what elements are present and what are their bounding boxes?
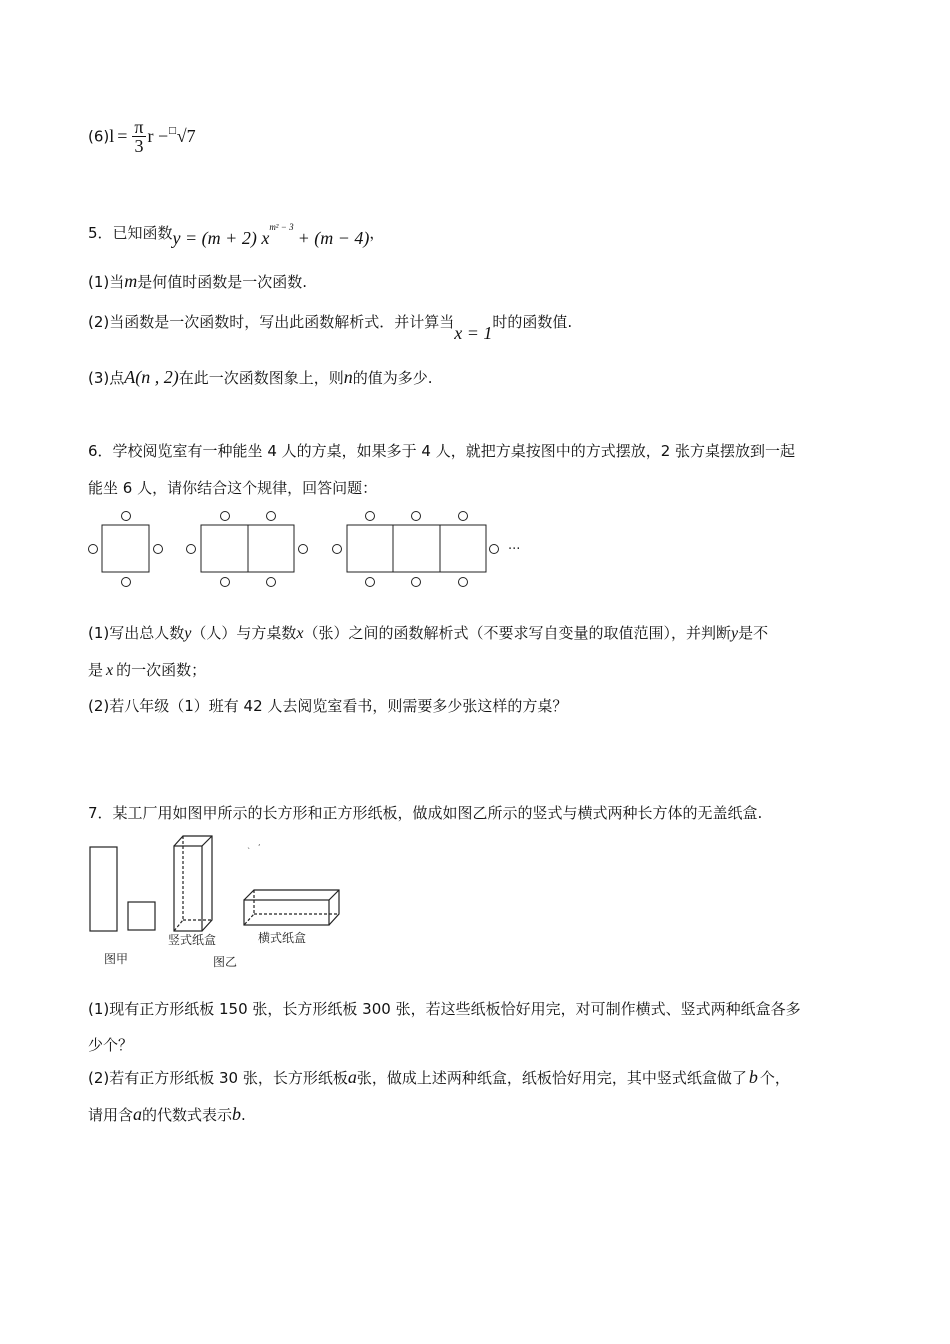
q5-formula-b: + (m − 4) <box>297 228 370 248</box>
q5-stem <box>88 222 385 248</box>
q6-p1-f: 的一次函数； <box>116 661 207 679</box>
q6-p1-y2: y <box>731 625 739 642</box>
seat <box>490 545 499 554</box>
q5-p1-b: 是何值时函数是一次函数. <box>137 273 308 291</box>
seat <box>412 512 421 521</box>
q7-part1-line1: (1)现有正方形纸板 150 张，长方形纸板 300 张，若这些纸板恰好用完，对可制作横式、竖式两种纸盒各多 <box>88 1000 801 1018</box>
q6-p1-e: 是 <box>88 661 104 679</box>
q5-stem-text: 5．已知函数 <box>88 224 173 242</box>
q7-p2-a: (2)若有正方形纸板 30 张，长方形纸板 <box>88 1069 348 1087</box>
table-3-b <box>393 525 440 572</box>
q6-p1-a: (1)写出总人数 <box>88 624 185 642</box>
seat <box>221 578 230 587</box>
q6-ellipsis: ··· <box>508 542 521 557</box>
q5-p3-c: 的值为多少. <box>352 369 433 387</box>
q7-p2-d: 请用含 <box>88 1106 134 1124</box>
q5-p1-a: (1)当 <box>88 273 125 291</box>
q7-p2-var-b2: b <box>232 1104 242 1124</box>
square-board <box>128 902 155 930</box>
seat <box>267 512 276 521</box>
item6-prefix: (6) <box>88 127 110 146</box>
label-vertical-box: 竖式纸盒 <box>168 933 217 947</box>
q5-p2-a: (2)当函数是一次函数时，写出此函数解析式．并计算当 <box>88 313 455 331</box>
q7-p2-var-b: b <box>748 1067 758 1087</box>
table-3-c <box>440 525 486 572</box>
q6-part2: (2)若八年级（1）班有 42 人去阅览室看书，则需要多少张这样的方桌？ <box>88 697 568 715</box>
seat <box>459 512 468 521</box>
q5-p3-a: (3)点 <box>88 369 125 387</box>
seat <box>89 545 98 554</box>
q5-p3-b: 在此一次函数图象上，则 <box>178 369 344 387</box>
q5-part2 <box>88 311 573 343</box>
seat <box>366 578 375 587</box>
q4-item6 <box>88 118 196 155</box>
q7-stem: 7．某工厂用如图甲所示的长方形和正方形纸板，做成如图乙所示的竖式与横式两种长方体的无盖纸盒. <box>88 804 763 822</box>
q5-p1-var: m <box>124 271 138 291</box>
q5-part3 <box>88 367 433 388</box>
fig-mark: ` <box>247 847 251 856</box>
label-fig-jia: 图甲 <box>104 952 129 966</box>
q6-p1-d: 是不 <box>738 624 769 642</box>
q7-p2-var-a: a <box>347 1067 357 1087</box>
table-3-a <box>347 525 393 572</box>
q7-p2-e: 的代数式表示 <box>142 1106 233 1124</box>
item6-fraction <box>132 118 145 155</box>
q6-p1-b: （人）与方桌数 <box>191 624 297 642</box>
q7-boxes-figure <box>82 832 352 972</box>
seat <box>267 578 276 587</box>
q6-part1-line2 <box>88 659 206 680</box>
vertical-box <box>174 836 212 931</box>
seat <box>154 545 163 554</box>
seat <box>122 512 131 521</box>
fig-mark: , <box>258 838 261 847</box>
q6-p1-x2: x <box>106 662 114 679</box>
q5-formula-a: y = (m + 2) x <box>172 228 270 248</box>
q7-part2-line2 <box>88 1104 246 1125</box>
seat <box>221 512 230 521</box>
table-2-b <box>248 525 294 572</box>
q6-p1-x: x <box>296 625 304 642</box>
q7-part1-line2: 少个？ <box>88 1036 134 1054</box>
q5-p3-var: n <box>343 367 353 387</box>
q7-p2-b: 张，做成上述两种纸盒，纸板恰好用完，其中竖式纸盒做了 <box>356 1069 747 1087</box>
q5-part1 <box>88 271 307 292</box>
seat <box>187 545 196 554</box>
q7-p2-c: 个， <box>759 1069 790 1087</box>
q7-p2-var-a2: a <box>133 1104 143 1124</box>
q6-p1-y: y <box>184 625 192 642</box>
q5-p2-b: 时的函数值. <box>492 313 573 331</box>
table-1-a <box>102 525 149 572</box>
q6-line1: 6．学校阅览室有一种能坐 4 人的方桌，如果多于 4 人，就把方桌按图中的方式摆放，2 张方桌摆放到一起 <box>88 442 796 460</box>
horizontal-box <box>244 890 339 925</box>
seat <box>333 545 342 554</box>
item6-box: □ <box>168 125 177 136</box>
item6-mid: r − <box>147 126 169 146</box>
seat <box>299 545 308 554</box>
q5-formula-end: ， <box>369 224 385 242</box>
item6-radical: √7 <box>176 126 196 146</box>
q5-formula-exp: m² − 3 <box>269 222 294 232</box>
seat <box>412 578 421 587</box>
q7-part2-line1 <box>88 1067 790 1088</box>
q5-p2-var: x = 1 <box>454 323 493 343</box>
q6-part1-line1 <box>88 622 768 643</box>
q5-p3-point: A(n , 2) <box>124 367 179 387</box>
table-2-a <box>201 525 248 572</box>
seat <box>459 578 468 587</box>
seat <box>122 578 131 587</box>
label-horizontal-box: 横式纸盒 <box>258 931 307 945</box>
item6-numerator: π <box>134 117 144 137</box>
item6-denominator: 3 <box>134 136 144 156</box>
rectangle-board <box>90 847 117 931</box>
seat <box>366 512 375 521</box>
item6-eq: = <box>117 126 128 146</box>
q6-line2: 能坐 6 人，请你结合这个规律，回答问题： <box>88 479 378 497</box>
q7-p2-f: . <box>241 1106 246 1124</box>
q6-tables-figure <box>80 505 540 595</box>
q6-p1-c: （张）之间的函数解析式（不要求写自变量的取值范围），并判断 <box>303 624 731 642</box>
label-fig-yi: 图乙 <box>213 955 238 969</box>
item6-lhs: l <box>109 126 115 146</box>
